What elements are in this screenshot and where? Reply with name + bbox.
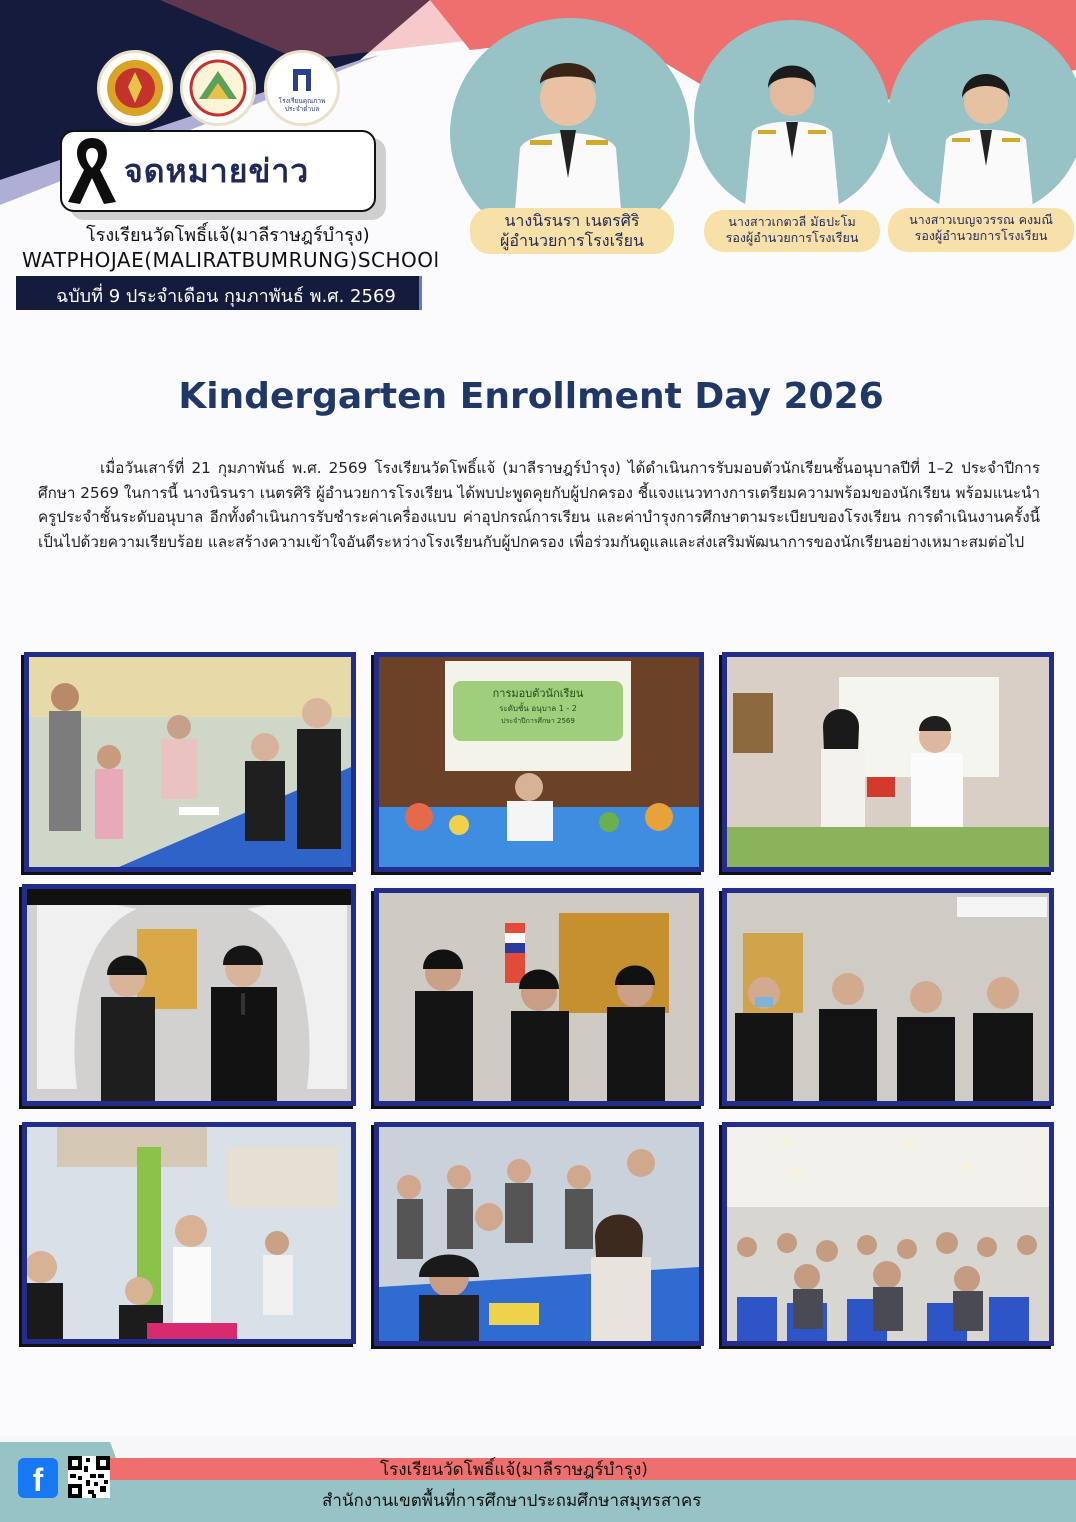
staff-position: ผู้อำนวยการโรงเรียน <box>500 231 644 250</box>
slide-title: การมอบตัวนักเรียน <box>492 687 584 700</box>
staff-name: นางสาวเบญจวรรณ คงมณี <box>909 212 1053 227</box>
photo-registration-desk <box>24 652 356 872</box>
obec-emblem-icon <box>97 50 173 126</box>
article-body: เมื่อวันเสาร์ที่ 21 กุมภาพันธ์ พ.ศ. 2569 โรงเรียนวัดโพธิ์แจ้ (มาลีราษฎร์บำรุง) ได้ดำเนินการรับมอบตัวนักเรียนชั้นอนุบาลปีที่ 1–2 ประจำปีการศึกษา 2569 ในการนี้ นางนิรนรา เนตรศิริ ผู้อำนวยการโรงเรียน ได้พบปะพูดคุยกับผู้ปกครอง ชี้แจงแนวทางการเตรียมความพร้อมของนักเรียน พร้อมแนะนำครูประจำชั้นระดับอนุบาล อีกทั้งดำเนินการรับชำระค่าเครื่องแบบ ค่าอุปกรณ์การเรียน และค่าบำรุงการศึกษาตามระเบียบของโรงเรียน การดำเนินงานครั้งนี้เป็นไปด้วยความเรียบร้อย และสร้างความเข้าใจอันดีระหว่างโรงเรียนกับผู้ปกครอง เพื่อร่วมกันดูแลและส่งเสริมพัฒนาการของนักเรียนอย่างเหมาะสมต่อไป <box>38 459 1040 551</box>
footer-school-name: โรงเรียนวัดโพธิ์แจ้(มาลีราษฎร์บำรุง) <box>380 1460 648 1480</box>
staff-name: นางนิรนรา เนตรศิริ <box>504 211 640 230</box>
staff-position: รองผู้อำนวยการโรงเรียน <box>914 227 1048 243</box>
photo-teachers-speaking <box>22 884 356 1106</box>
school-name-th: โรงเรียนวัดโพธิ์แจ้(มาลีราษฎร์บำรุง) <box>86 225 370 246</box>
photo-director-presentation <box>374 652 704 872</box>
school-name-en: WATPHOJAE(MALIRATBUMRUNG)SCHOOl <box>22 248 440 272</box>
article-headline: Kindergarten Enrollment Day 2026 <box>178 376 884 417</box>
photo-parents-queue <box>374 1122 704 1346</box>
photo-audience <box>722 1122 1054 1346</box>
photo-teachers-group-five <box>722 888 1054 1106</box>
newsletter-title: จดหมายข่าว <box>124 152 310 190</box>
deputy-portrait-1 <box>694 20 890 216</box>
slide-year: ประจำปีการศึกษา 2569 <box>501 717 575 725</box>
director-name-card <box>470 208 674 254</box>
svg-text:โรงเรียนคุณภาพ: โรงเรียนคุณภาพ <box>278 97 326 105</box>
svg-text:ประจำตำบล: ประจำตำบล <box>284 105 320 113</box>
footer-office-name: สำนักงานเขตพื้นที่การศึกษาประถมศึกษาสมุทรสาคร <box>322 1491 702 1511</box>
staff-name: นางสาวเกตวลี มัธปะโม <box>728 214 856 229</box>
deputy-portrait-2 <box>888 20 1076 216</box>
quality-school-badge-icon <box>264 50 340 126</box>
deputy-name-card-2 <box>888 208 1074 252</box>
slide-subtitle: ระดับชั้น อนุบาล 1 - 2 <box>499 704 577 713</box>
staff-position: รองผู้อำนวยการโรงเรียน <box>725 229 859 245</box>
school-emblem-icon <box>180 50 256 126</box>
qr-code-icon[interactable] <box>68 1456 110 1498</box>
issue-banner: ฉบับที่ 9 ประจำเดือน กุมภาพันธ์ พ.ศ. 2569 <box>16 276 422 310</box>
deputy-name-card-1 <box>704 210 880 252</box>
mourning-ribbon-icon <box>62 132 122 208</box>
photo-handover <box>722 652 1054 872</box>
photo-payment-desk <box>22 1122 356 1344</box>
facebook-icon[interactable]: f <box>18 1458 58 1498</box>
photo-teachers-group-three <box>374 888 704 1106</box>
